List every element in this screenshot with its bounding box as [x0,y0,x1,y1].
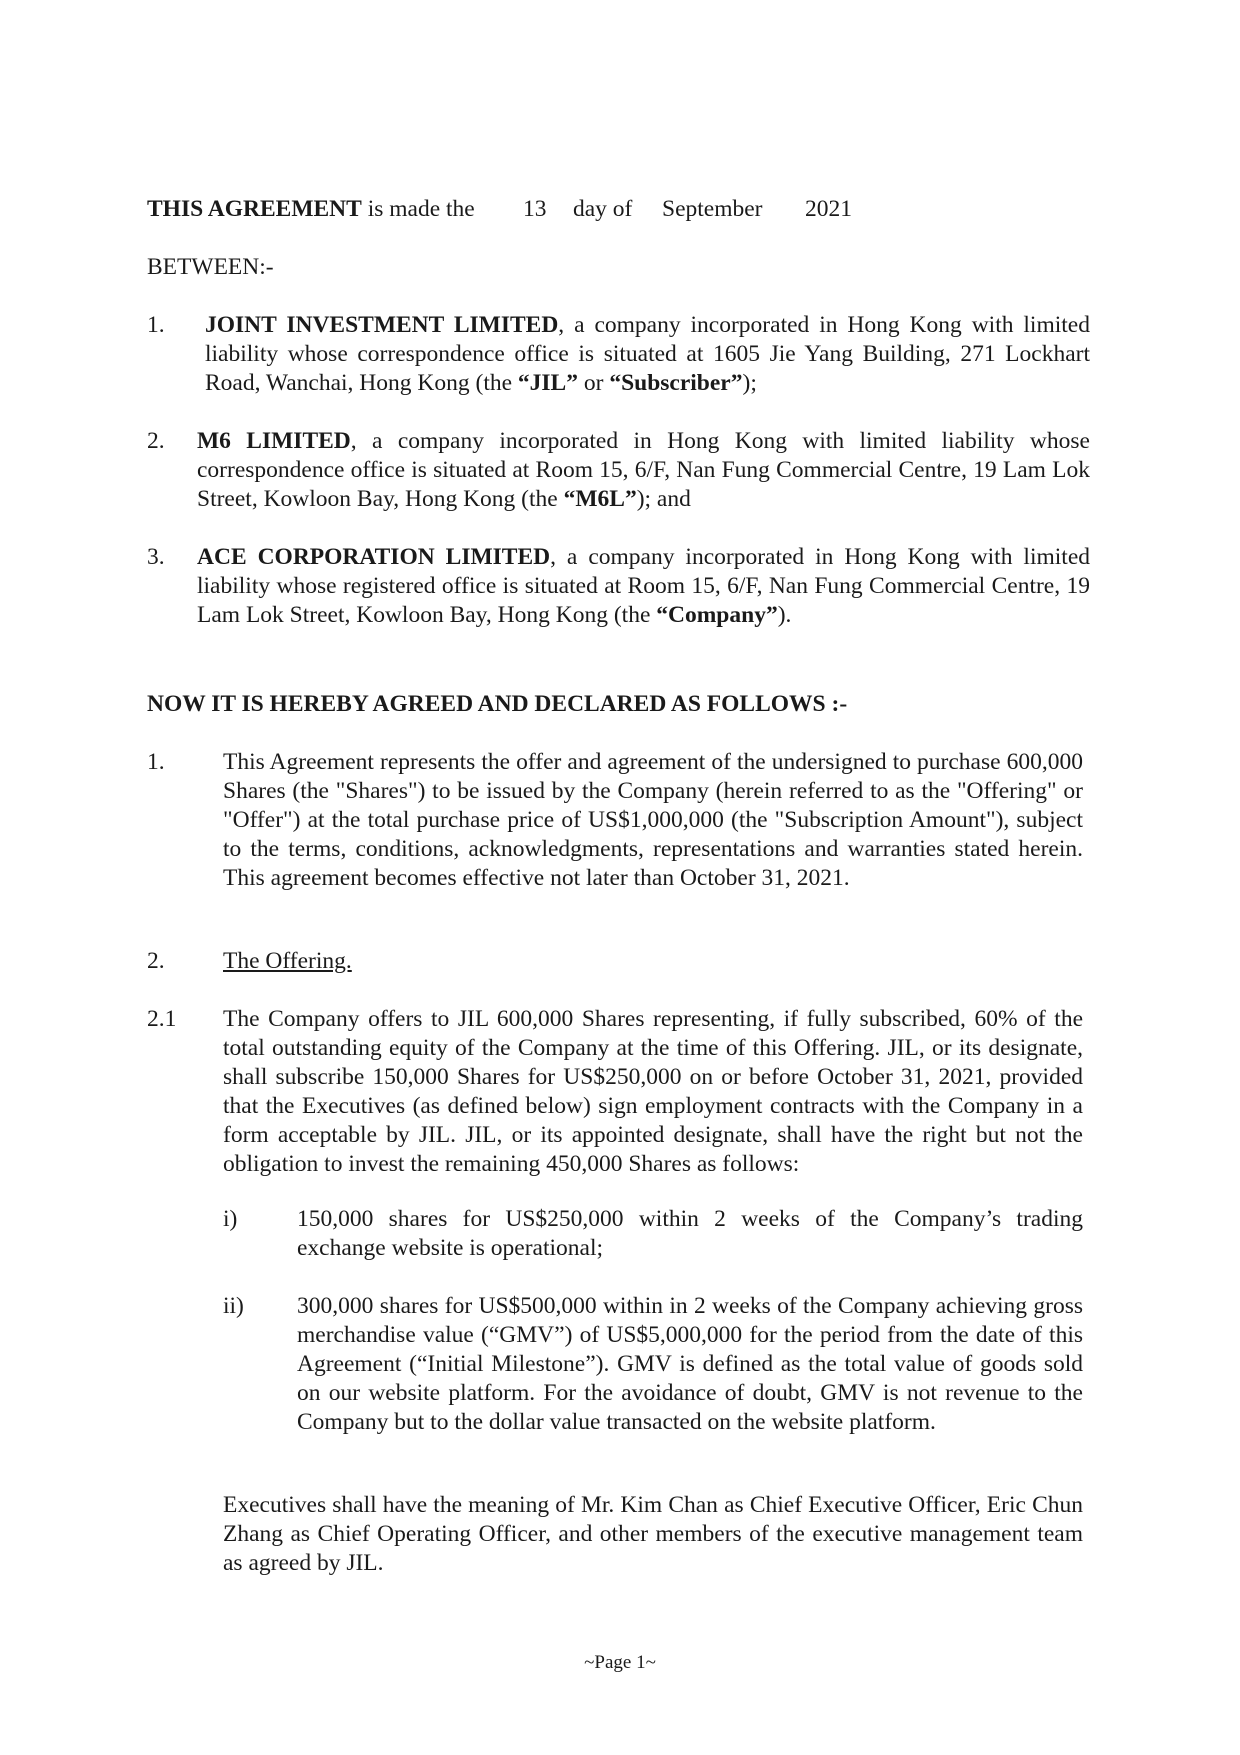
party-3-def-company: “Company” [656,602,778,628]
clause-2-1-text: The Company offers to JIL 600,000 Shares representing, if fully subscribed, 60% of the total outstanding equity of the Company at the time of this Offering. JIL, or its designate, shall subscribe 150,000 Shares for US$250,000 on or before October 31, 2021, provided that the Executives (as defined below) sign employment contracts with the Company in a form acceptable by JIL. JIL, or its appointed designate, shall have the right but not the obligation to invest the remaining 450,000 Shares as follows: [223,1006,1083,1177]
party-2-end: ); and [636,486,691,512]
clause-2-1-number: 2.1 [147,1006,177,1032]
party-1-body: , a company incorporated in Hong Kong with limited liability whose correspondence office is situated at 1605 Jie Yang Building, 271 Lockhart Road, Wanchai, Hong Kong (the [205,312,1090,396]
party-2-text [197,427,1090,514]
sub-ii-text: 300,000 shares for US$500,000 within in 2 weeks of the Company achieving gross merchandise value (“GMV”) of US$5,000,000 for the period from the date of this Agreement (“Initial Milestone”). GMV is defined as the total value of goods sold on our website platform. For the avoidance of doubt, GMV is not revenue to the Company but to the dollar value transacted on the website platform. [297,1293,1083,1435]
clause-1-number: 1. [147,749,165,775]
clause-1-text: This Agreement represents the offer and agreement of the undersigned to purchase 600,000 Shares (the "Shares") to be issued by the Company (herein referred to as the "Offering" or "Offer") at the total purchase price of US$1,000,000 (the "Subscription Amount"), subject to the terms, conditions, acknowledgments, representations and warranties stated herein. This agreement becomes effective not later than October 31, 2021. [223,749,1083,891]
day-of: day of [573,196,633,222]
clause-2-number: 2. [147,948,165,974]
agreement-month: September [662,196,763,222]
party-1-end: ); [742,370,757,396]
party-2-name: M6 LIMITED [197,428,351,454]
agreement-heading [147,690,1097,719]
sub-i-text: 150,000 shares for US$250,000 within 2 weeks of the Company’s trading exchange website is operational; [297,1206,1083,1261]
party-1-or: or [577,370,610,396]
sub-i-number: i) [223,1206,238,1232]
agreement-year: 2021 [805,196,852,222]
made-the: is made the [367,196,475,222]
agreement-day: 13 [523,196,547,222]
party-2-number: 2. [147,428,165,454]
clause-2-title-text: The Offering. [223,948,352,974]
party-3-text [197,543,1090,630]
party-3-name: ACE CORPORATION LIMITED [197,544,551,570]
heading-text: NOW IT IS HEREBY AGREED AND DECLARED AS FOLLOWS :- [147,691,848,717]
party-2-def-m6l: “M6L” [563,486,637,512]
sub-ii-number: ii) [223,1293,244,1319]
party-2-body: , a company incorporated in Hong Kong with limited liability whose correspondence office is situated at Room 15, 6/F, Nan Fung Commercial Centre, 19 Lam Lok Street, Kowloon Bay, Hong Kong (the [197,428,1090,512]
party-1-name: JOINT INVESTMENT LIMITED [205,312,559,338]
agreement-lead: THIS AGREEMENT [147,196,362,222]
clause-2-title [223,947,352,976]
party-1-def-jil: “JIL” [517,370,578,396]
party-3-end: ). [777,602,792,628]
party-3-body: , a company incorporated in Hong Kong with limited liability whose registered office is situated at Room 15, 6/F, Nan Fung Commercial Centre, 19 Lam Lok Street, Kowloon Bay, Hong Kong (the [197,544,1090,628]
executives-definition: Executives shall have the meaning of Mr. Kim Chan as Chief Executive Officer, Eric Chun Zhang as Chief Operating Officer, and other members of the executive management team as agreed by JIL. [223,1492,1083,1576]
party-1-def-subscriber: “Subscriber” [609,370,743,396]
page-footer: ~Page 1~ [584,1652,656,1673]
party-1-number: 1. [147,312,165,338]
party-3-number: 3. [147,544,165,570]
party-1-text [205,311,1090,398]
between-label: BETWEEN:- [147,254,274,280]
